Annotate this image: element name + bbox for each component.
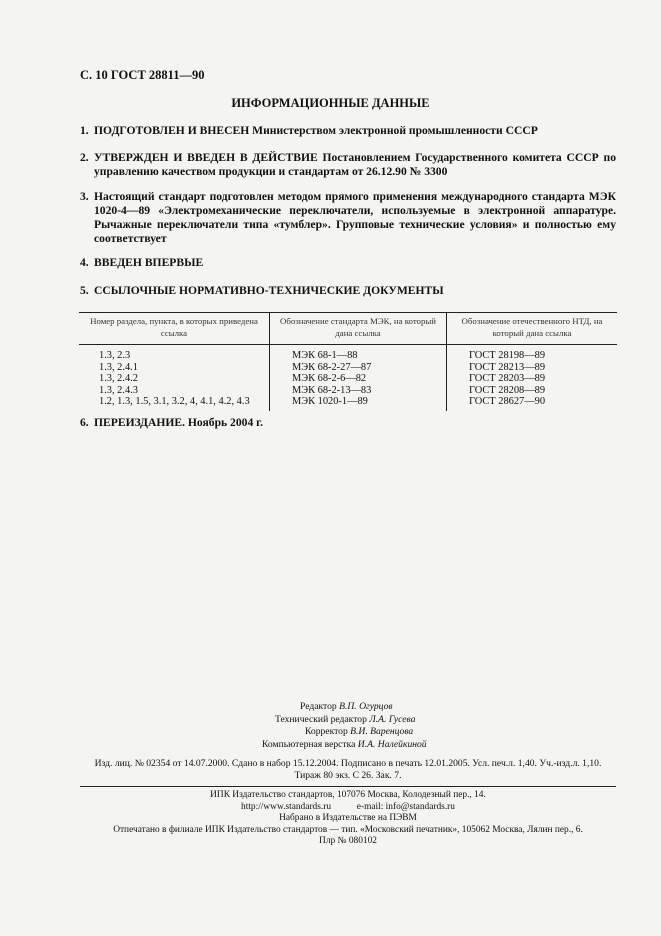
item-heading: ПЕРЕИЗДАНИЕ.: [94, 416, 186, 429]
cell-section: 1.3, 2.4.2: [99, 373, 138, 384]
item-text: Постановлением Государственного комитета СССР по управлению качеством продукции и стандартам от 26.12.90 № 3300: [94, 151, 616, 178]
cell-section: 1.3, 2.4.1: [99, 361, 138, 373]
cell-iec: МЭК 68-1—88: [270, 345, 447, 362]
item-text: Настоящий стандарт подготовлен методом прямого применения международного стандарта МЭК 1020-4—89 «Электромеханические переключатели, используемые в электронной аппаратуре. Рычажные переключатели типа «тумблер». Групповые технические условия» и полностью ему соответствует: [94, 190, 616, 245]
publisher-line: Плр № 080102: [319, 836, 377, 847]
item-text: Ноябрь 2004 г.: [185, 416, 263, 429]
item-heading: ВВЕДЕН ВПЕРВЫЕ: [94, 256, 204, 269]
divider: [80, 786, 616, 787]
table-row: [79, 396, 617, 411]
table-row: [79, 385, 617, 397]
info-item-1: [80, 124, 616, 138]
credit-name: Л.А. Гусева: [369, 713, 416, 725]
table-row: [79, 345, 617, 362]
credit-role: Компьютерная верстка: [262, 738, 356, 750]
cell-national: ГОСТ 28213—89: [447, 362, 618, 374]
reference-documents-table: [79, 312, 617, 411]
table-row: [79, 373, 617, 385]
info-item-6: [80, 416, 616, 430]
item-number: 3.: [80, 190, 89, 203]
imprint-line: Изд. лиц. № 02354 от 14.07.2000. Сдано в набор 15.12.2004. Подписано в печать 12.01.2005. Усл. печ.л. 1,40. Уч.-изд.л. 1,10.: [94, 758, 602, 769]
credit-proofreader: [305, 726, 413, 739]
item-number: 5.: [80, 284, 89, 297]
credit-layout: [262, 739, 427, 752]
imprint-block: [80, 758, 616, 782]
credit-tech-editor: [275, 714, 415, 727]
cell-section: 1.3, 2.4.3: [99, 384, 138, 396]
item-text: Министерством электронной промышленности СССР: [249, 124, 538, 137]
cell-iec: МЭК 68-2-6—82: [270, 373, 447, 385]
section-title: ИНФОРМАЦИОННЫЕ ДАННЫЕ: [231, 96, 430, 110]
table-header-row: [79, 313, 617, 345]
credit-name: И.А. Налейкиной: [357, 738, 427, 750]
cell-iec: МЭК 68-2-27—87: [270, 362, 447, 374]
publisher-line: Отпечатано в филиале ИПК Издательство стандартов — тип. «Московский печатник», 105062 Москва, Лялин пер., 6.: [113, 824, 583, 835]
item-number: 6.: [80, 416, 89, 429]
publisher-line: ИПК Издательство стандартов, 107076 Москва, Колодезный пер., 14.: [210, 790, 486, 800]
table-row: [79, 362, 617, 374]
item-heading: УТВЕРЖДЕН И ВВЕДЕН В ДЕЙСТВИЕ: [94, 151, 318, 164]
credit-role: Корректор: [305, 726, 348, 737]
item-number: 1.: [80, 124, 89, 137]
column-header-national: Обозначение отечественного НТД, на который дана ссылка: [447, 313, 618, 345]
info-item-2: [80, 151, 616, 179]
cell-section: 1.3, 2.3: [99, 350, 131, 361]
item-number: 4.: [80, 256, 89, 269]
info-item-4: [80, 256, 616, 270]
cell-iec: МЭК 1020-1—89: [270, 396, 447, 411]
column-header-section: Номер раздела, пункта, в которых приведена ссылка: [79, 313, 270, 345]
credit-role: Технический редактор: [275, 713, 367, 725]
page-header: С. 10 ГОСТ 28811—90: [80, 68, 205, 82]
cell-national: ГОСТ 28208—89: [447, 385, 618, 397]
credit-name: В.И. Варенцова: [350, 726, 414, 737]
cell-section: 1.2, 1.3, 1.5, 3.1, 3.2, 4, 4.1, 4.2, 4.3: [99, 396, 250, 407]
item-heading: ССЫЛОЧНЫЕ НОРМАТИВНО-ТЕХНИЧЕСКИЕ ДОКУМЕНТЫ: [94, 284, 444, 297]
item-number: 2.: [80, 151, 89, 164]
credit-role: Редактор: [300, 701, 337, 712]
column-header-iec: Обозначение стандарта МЭК, на который дана ссылка: [270, 313, 447, 345]
info-item-3: [80, 190, 616, 246]
cell-national: ГОСТ 28198—89: [447, 345, 618, 362]
cell-national: ГОСТ 28627—90: [447, 396, 618, 411]
cell-iec: МЭК 68-2-13—83: [270, 385, 447, 397]
publisher-line: http://www.standards.ru e-mail: info@standards.ru: [241, 801, 455, 812]
item-heading: ПОДГОТОВЛЕН И ВНЕСЕН: [94, 124, 250, 137]
info-item-5: [80, 284, 616, 298]
credit-name: В.П. Огурцов: [339, 701, 393, 712]
credit-editor: [300, 701, 393, 714]
cell-national: ГОСТ 28203—89: [447, 373, 618, 385]
publisher-line: Набрано в Издательстве на ПЭВМ: [279, 813, 417, 824]
publisher-block: [80, 790, 616, 848]
imprint-line: Тираж 80 экз. С 26. Зак. 7.: [294, 770, 402, 781]
